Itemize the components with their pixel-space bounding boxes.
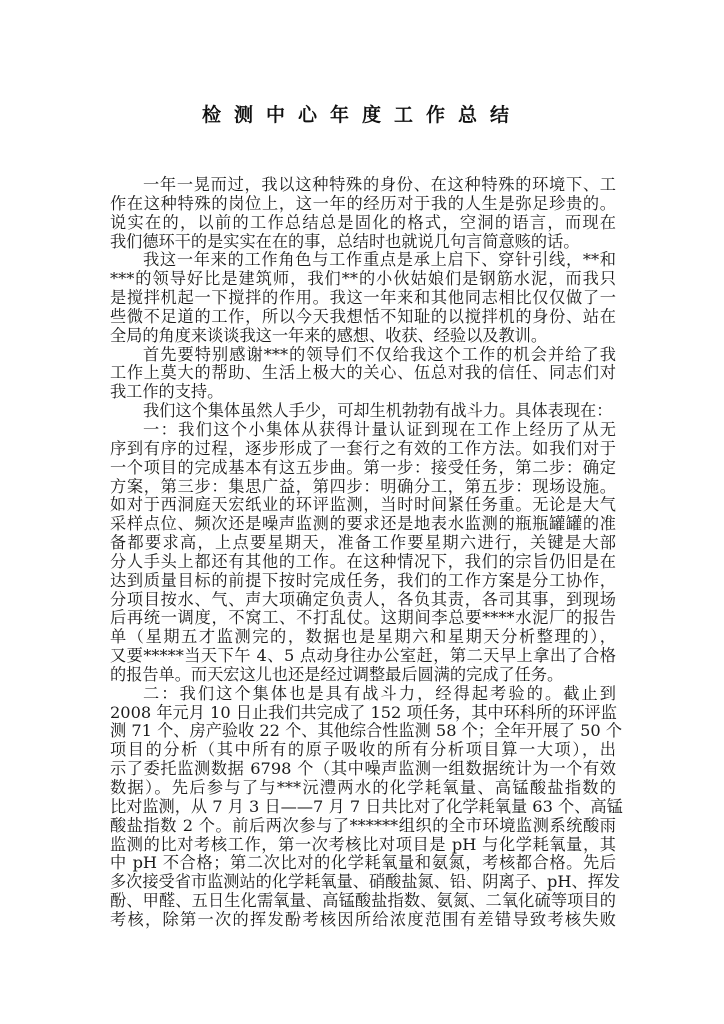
document-line: 又要*****当天下午 4、5 点动身往办公室赶，第二天早上拿出了合格 — [110, 646, 616, 666]
document-line: 示了委托监测数据 6798 个（其中噪声监测一组数据统计为一个有效 — [110, 759, 616, 779]
document-line: 备都要求高，上点要星期天，准备工作要星期六进行，关键是大部 — [110, 533, 616, 553]
document-line: 如对于西洞庭天宏纸业的环评监测，当时时间紧任务重。无论是大气 — [110, 495, 616, 515]
document-line: 我这一年来的工作角色与工作重点是承上启下、穿针引线，**和 — [143, 250, 616, 270]
document-line: 采样点位、频次还是噪声监测的要求还是地表水监测的瓶瓶罐罐的准 — [110, 514, 616, 534]
document-line: 后再统一调度，不窝工、不打乱仗。这期间李总要****水泥厂的报告 — [110, 608, 616, 628]
document-line: 工作上莫大的帮助、生活上极大的关心、伍总对我的信任、同志们对 — [110, 363, 616, 383]
document-line: 酚、甲醛、五日生化需氧量、高锰酸盐指数、氨氮、二氧化硫等项目的 — [110, 891, 616, 911]
document-line: 测 71 个、房产验收 22 个、其他综合性监测 58 个；全年开展了 50 个 — [110, 721, 623, 741]
document-line: 我们德环干的是实实在在的事，总结时也就说几句言简意赅的话。 — [110, 231, 580, 251]
document-line: 项目的分析（其中所有的原子吸收的所有分析项目算一大项），出 — [110, 740, 616, 760]
document-line: 分项目按水、气、声大项确定负责人，各负其责，各司其事，到现场 — [110, 589, 616, 609]
document-line: 我工作的支持。 — [110, 382, 224, 402]
document-line: 些微不足道的工作，所以今天我想恬不知耻的以搅拌机的身份、站在 — [110, 306, 616, 326]
document-line: 数据）。先后参与了与***沅澧两水的化学耗氧量、高锰酸盐指数的 — [110, 778, 616, 797]
document-line: 酸盐指数 2 个。前后两次参与了******组织的全市环境监测系统酸雨 — [110, 815, 616, 835]
document-line: 序到有序的过程，逐步形成了一套行之有效的工作方法。如我们对于 — [110, 438, 616, 458]
document-body — [110, 175, 623, 930]
document-line: 一：我们这个小集体从获得计量认证到现在工作上经历了从无 — [143, 419, 616, 439]
document-line: 全局的角度来谈谈我这一年来的感想、收获、经验以及教训。 — [110, 325, 548, 345]
document-line: 一个项目的完成基本有这五步曲。第一步：接受任务，第二步：确定 — [110, 457, 616, 477]
document-line: 2008 年元月 10 日止我们共完成了 152 项任务，其中环科所的环评监 — [110, 702, 617, 722]
document-line: 多次接受省市监测站的化学耗氧量、硝酸盐氮、铅、阴离子、pH、挥发 — [110, 872, 621, 892]
document-line: 考核，除第一次的挥发酚考核因所给浓度范围有差错导致考核失败 — [110, 909, 616, 929]
document-line: 比对监测，从 7 月 3 日——7 月 7 日共比对了化学耗氧量 63 个、高锰 — [110, 796, 623, 816]
document-line: ***的领导好比是建筑师，我们**的小伙姑娘们是钢筋水泥，而我只 — [110, 269, 616, 289]
document-line: 二：我们这个集体也是具有战斗力，经得起考验的。截止到 — [143, 683, 616, 703]
document-line: 一年一晃而过，我以这种特殊的身份、在这种特殊的环境下、工 — [143, 175, 616, 194]
document-line: 我们这个集体虽然人手少，可却生机勃勃有战斗力。具体表现在： — [143, 401, 613, 421]
document-line: 达到质量目标的前提下按时完成任务，我们的工作方案是分工协作， — [110, 570, 616, 590]
document-line: 分人手头上都还有其他的工作。在这种情况下，我们的宗旨仍旧是在 — [110, 551, 616, 571]
document-line: 中 pH 不合格；第二次比对的化学耗氧量和氨氮，考核都合格。先后 — [110, 853, 616, 873]
document-line: 首先要特别感谢***的领导们不仅给我这个工作的机会并给了我 — [143, 344, 616, 364]
document-line: 说实在的，以前的工作总结总是固化的格式，空洞的语言，而现在 — [110, 212, 616, 232]
document-line: 方案，第三步：集思广益，第四步：明确分工，第五步：现场设施。 — [110, 476, 616, 496]
document-line: 监测的比对考核工作，第一次考核比对项目是 pH 与化学耗氧量，其 — [110, 834, 616, 854]
document-line: 的报告单。而天宏这儿也还是经过调整最后圆满的完成了任务。 — [110, 664, 564, 684]
document-title: 检测中心年度工作总结 — [201, 104, 522, 126]
document-line: 是搅拌机起一下搅拌的作用。我这一年来和其他同志相比仅仅做了一 — [110, 288, 616, 308]
document-line: 作在这种特殊的岗位上，这一年的经历对于我的人生是弥足珍贵的。 — [110, 193, 616, 213]
document-line: 单（星期五才监测完的，数据也是星期六和星期天分析整理的）， — [110, 627, 616, 647]
